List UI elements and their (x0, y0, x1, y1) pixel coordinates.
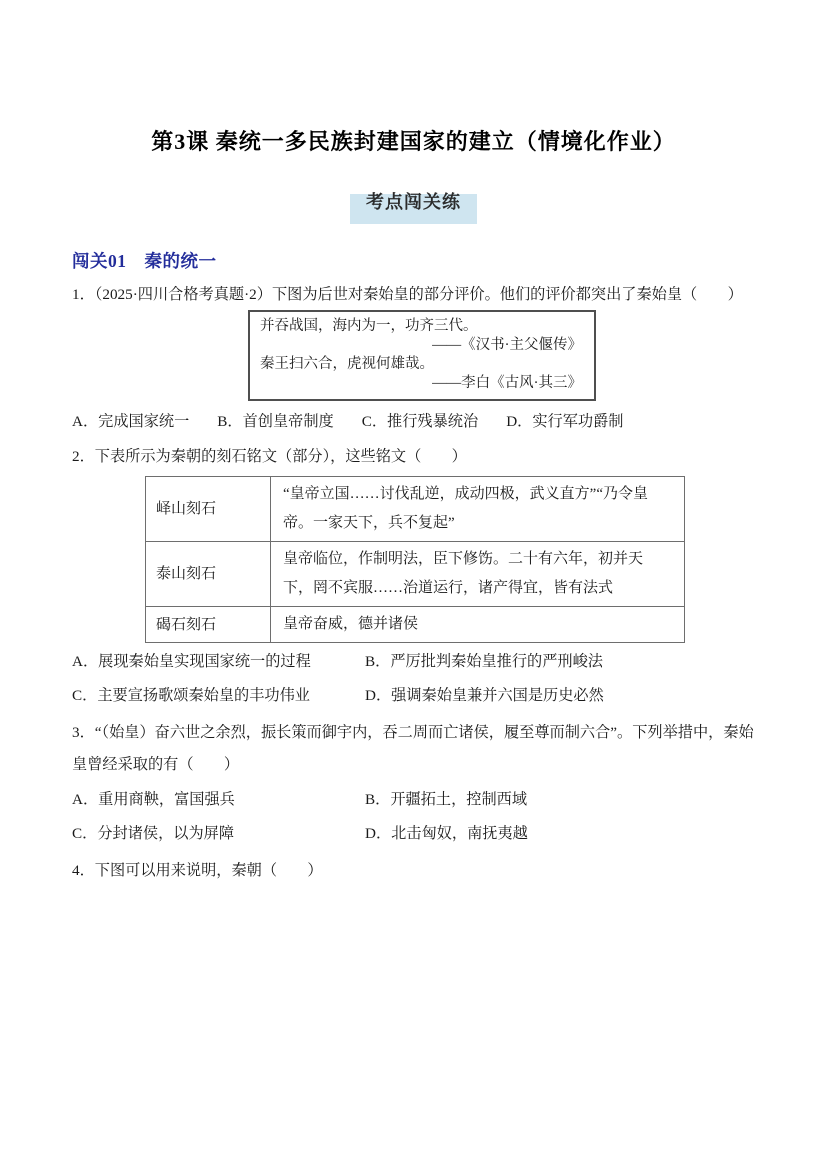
question-1-option-d: D．实行军功爵制 (506, 413, 624, 430)
question-2-stem: 2．下表所示为秦朝的刻石铭文（部分），这些铭文（ ） (72, 448, 467, 465)
table-row (146, 607, 685, 643)
question-1-option-b: B．首创皇帝制度 (217, 413, 334, 430)
question-1-option-a: A．完成国家统一 (72, 413, 190, 430)
inscription-text-3: 皇帝奋威，德并诸侯 (271, 607, 685, 643)
inscription-name-1: 峄山刻石 (146, 477, 271, 542)
table-row (146, 477, 685, 542)
inscription-table (145, 476, 685, 643)
inscription-text-1: “皇帝立国……讨伐乱逆，成动四极，武义直方”“乃令皇帝。一家天下，兵不复起” (271, 477, 685, 542)
question-1-stem: 1．（2025·四川合格考真题·2）下图为后世对秦始皇的部分评价。他们的评价都突出了秦始皇（ ） (72, 286, 743, 303)
question-3-option-d: D．北击匈奴，南抚夷越 (365, 825, 528, 842)
question-2-option-a: A．展现秦始皇实现国家统一的过程 (72, 653, 311, 670)
quote-source-2: ——李白《古风·其三》 (432, 375, 582, 391)
question-1-options (72, 411, 767, 433)
badge-row (0, 194, 827, 224)
question-2-options (72, 651, 767, 707)
document-body (0, 248, 827, 882)
question-4-stem: 4．下图可以用来说明，秦朝（ ） (72, 862, 323, 879)
inscription-text-2: 皇帝临位，作制明法，臣下修饬。二十有六年，初并天下，罔不宾服……治道运行，诸产得宜，皆有法式 (271, 542, 685, 607)
quote-line-2: 秦王扫六合，虎视何雄哉。 (260, 356, 434, 372)
quote-line-1: 并吞战国，海内为一，功齐三代。 (260, 318, 478, 334)
question-3-option-a: A．重用商鞅，富国强兵 (72, 791, 235, 808)
inscription-name-3: 碣石刻石 (146, 607, 271, 643)
page-title: 第3课 秦统一多民族封建国家的建立（情境化作业） (151, 129, 676, 154)
section-heading: 闯关01 秦的统一 (72, 251, 217, 271)
question-1-option-c: C．推行残暴统治 (361, 413, 479, 430)
question-2-option-c: C．主要宣扬歌颂秦始皇的丰功伟业 (72, 687, 310, 704)
section-badge-label: 考点闯关练 (366, 192, 461, 212)
section-badge (350, 194, 477, 224)
question-2-option-d: D．强调秦始皇兼并六国是历史必然 (365, 687, 604, 704)
question-2-option-b: B．严厉批判秦始皇推行的严刑峻法 (365, 653, 603, 670)
question-3-options (72, 789, 767, 845)
table-row (146, 542, 685, 607)
question-3-option-c: C．分封诸侯，以为屏障 (72, 825, 235, 842)
question-3-option-b: B．开疆拓土，控制西域 (365, 791, 528, 808)
quote-source-1: ——《汉书·主父偃传》 (432, 337, 582, 353)
inscription-name-2: 泰山刻石 (146, 542, 271, 607)
quote-box (248, 310, 596, 401)
question-3-stem: 3．“（始皇）奋六世之余烈，振长策而御宇内，吞二周而亡诸侯，履至尊而制六合”。下列举措中，秦始皇曾经采取的有（ ） (72, 724, 754, 773)
